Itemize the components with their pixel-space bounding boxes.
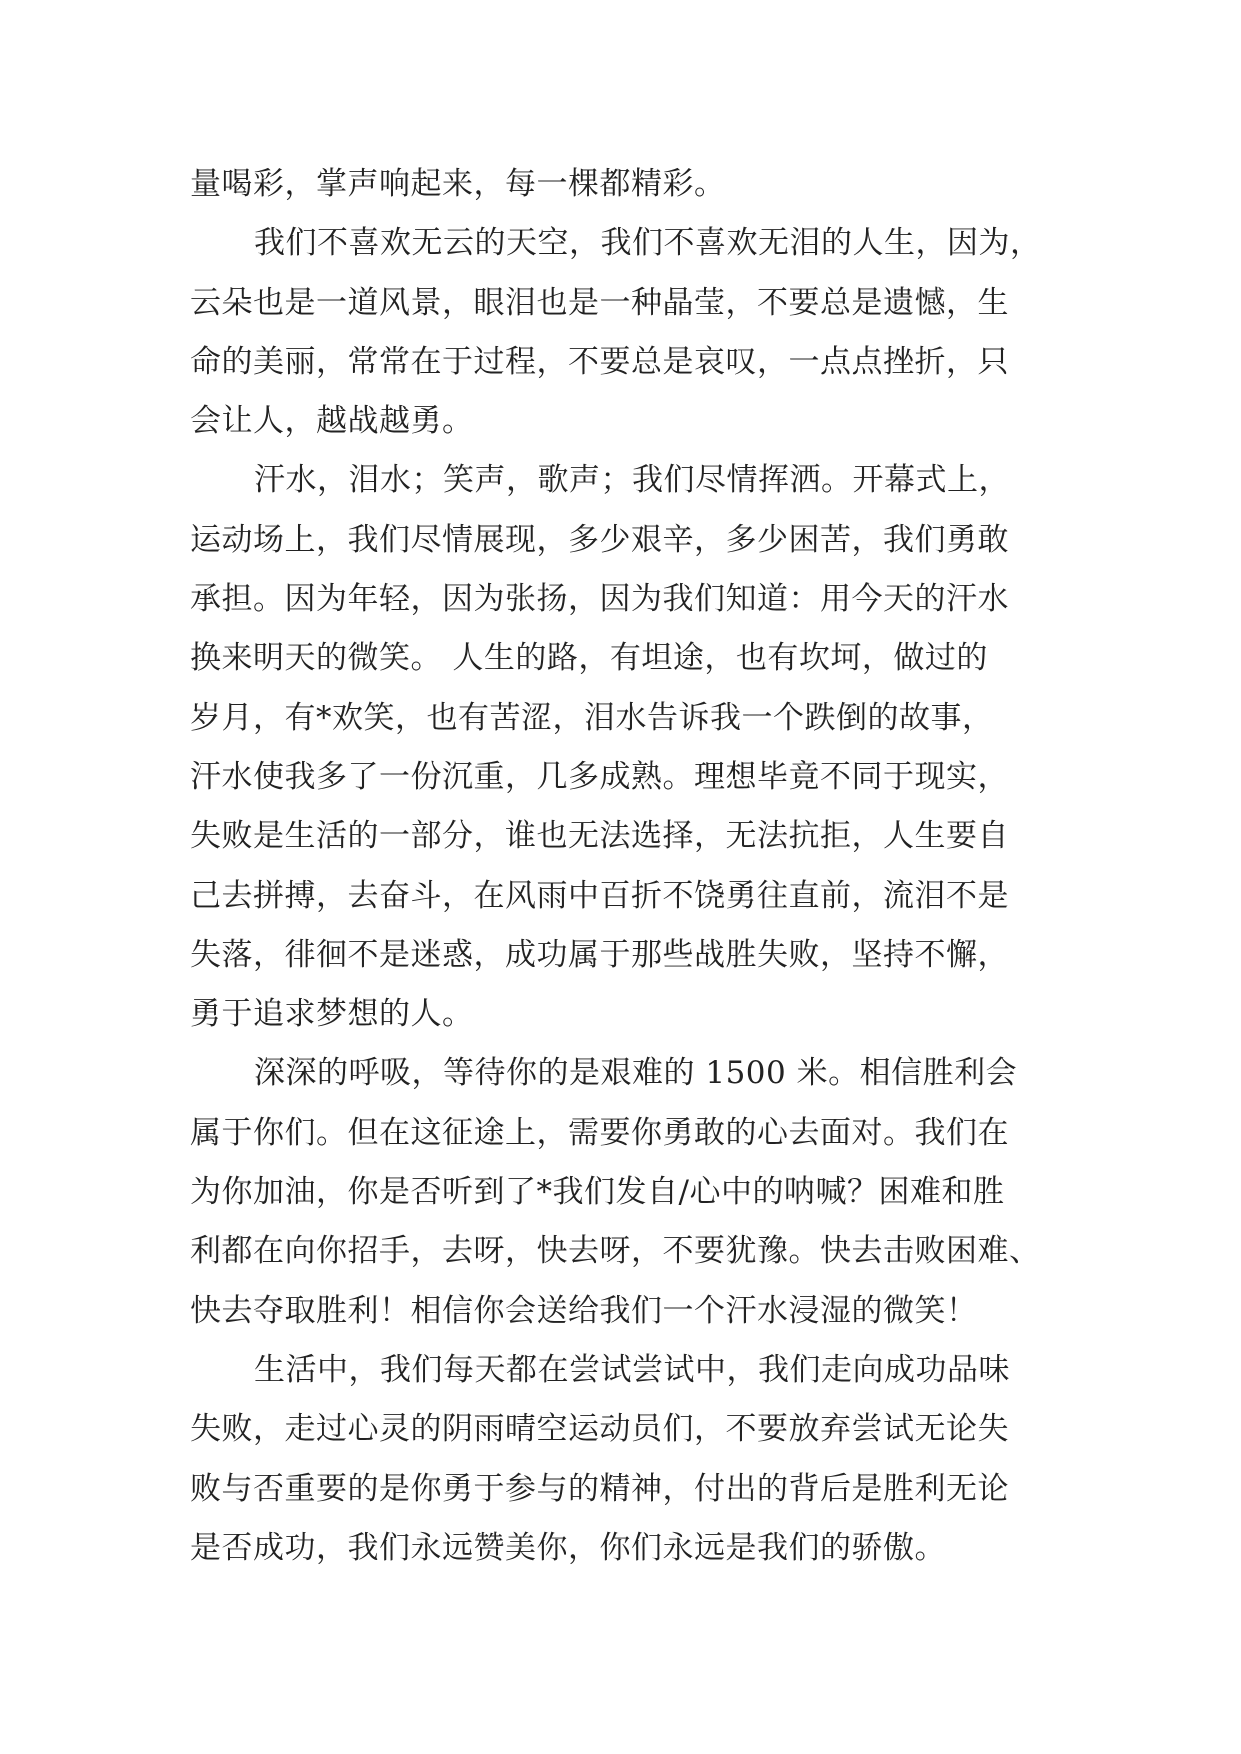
text-line: 我们不喜欢无云的天空，我们不喜欢无泪的人生，因为， [254, 225, 1042, 262]
text-line: 败与否重要的是你勇于参与的精神，付出的背后是胜利无论 [190, 1470, 1009, 1507]
text-line: 深深的呼吸，等待你的是艰难的 1500 米。相信胜利会 [254, 1055, 1018, 1092]
text-line: 汗水使我多了一份沉重，几多成熟。理想毕竟不同于现实， [190, 758, 1009, 795]
text-line: 量喝彩，掌声响起来，每一棵都精彩。 [190, 166, 726, 202]
text-line: 命的美丽，常常在于过程，不要总是哀叹，一点点挫折，只 [190, 343, 1009, 380]
text-line: 承担。因为年轻，因为张扬，因为我们知道：用今天的汗水 [190, 581, 1009, 618]
text-line: 失败，走过心灵的阴雨晴空运动员们，不要放弃尝试无论失 [190, 1411, 1009, 1448]
text-line: 勇于追求梦想的人。 [190, 996, 474, 1033]
text-line: 利都在向你招手，去呀，快去呀，不要犹豫。快去击败困难、 [190, 1233, 1041, 1270]
text-line: 运动场上，我们尽情展现，多少艰辛，多少困苦，我们勇敢 [190, 521, 1009, 558]
text-line: 快去夺取胜利！相信你会送给我们一个汗水浸湿的微笑！ [190, 1292, 978, 1329]
text-line: 汗水，泪水；笑声，歌声；我们尽情挥洒。开幕式上， [254, 462, 1010, 499]
text-line: 生活中，我们每天都在尝试尝试中，我们走向成功品味 [254, 1351, 1010, 1388]
text-line: 属于你们。但在这征途上，需要你勇敢的心去面对。我们在 [190, 1114, 1009, 1151]
text-line: 岁月，有*欢笑，也有苦涩，泪水告诉我一个跌倒的故事， [190, 699, 994, 736]
text-line: 会让人，越战越勇。 [190, 403, 474, 440]
text-line: 失败是生活的一部分，谁也无法选择，无法抗拒，人生要自 [190, 818, 1009, 855]
text-line: 云朵也是一道风景，眼泪也是一种晶莹，不要总是遗憾，生 [190, 284, 1009, 321]
body-text [190, 155, 1050, 1578]
text-line: 失落，徘徊不是迷惑，成功属于那些战胜失败，坚持不懈， [190, 936, 1009, 973]
text-line: 己去拼搏，去奋斗，在风雨中百折不饶勇往直前，流泪不是 [190, 877, 1009, 914]
text-line: 为你加油，你是否听到了*我们发自/心中的呐喊？困难和胜 [190, 1174, 1005, 1211]
text-line: 是否成功，我们永远赞美你，你们永远是我们的骄傲。 [190, 1529, 946, 1566]
text-line: 换来明天的微笑。 人生的路，有坦途，也有坎坷，做过的 [190, 640, 988, 677]
